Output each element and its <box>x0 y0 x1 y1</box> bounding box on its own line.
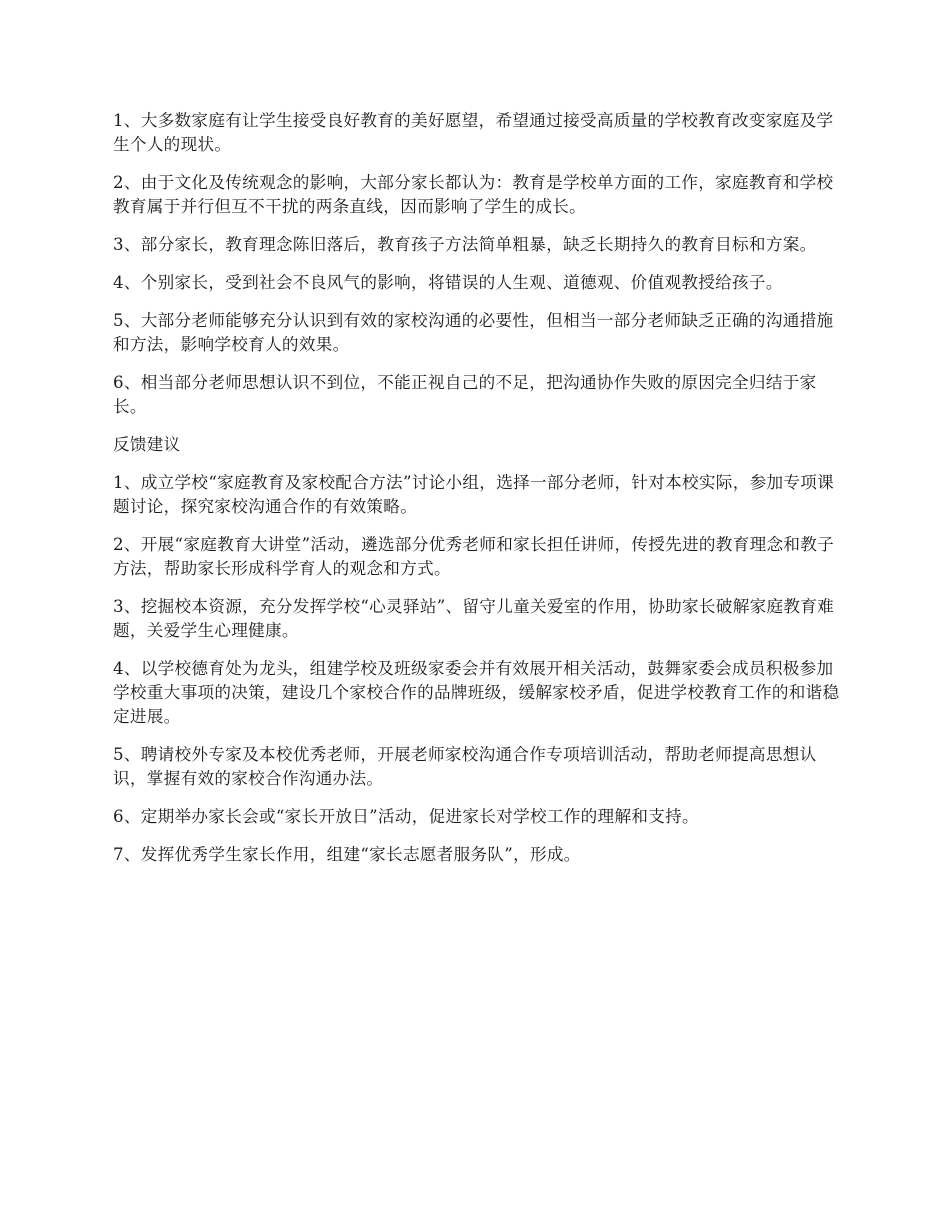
suggestion-paragraph-5: 5、聘请校外专家及本校优秀老师，开展老师家校沟通合作专项培训活动，帮助老师提高思想认识，掌握有效的家校合作沟通办法。 <box>113 745 817 788</box>
problem-paragraph-1: 1、大多数家庭有让学生接受良好教育的美好愿望，希望通过接受高质量的学校教育改变家庭及学生个人的现状。 <box>113 111 834 154</box>
problem-paragraph-6: 6、相当部分老师思想认识不到位，不能正视自己的不足，把沟通协作失败的原因完全归结于家长。 <box>113 373 817 416</box>
suggestion-paragraph-3: 3、挖掘校本资源，充分发挥学校“心灵驿站”、留守儿童关爱室的作用，协助家长破解家庭教育难题，关爱学生心理健康。 <box>113 597 835 640</box>
problem-paragraph-5: 5、大部分老师能够充分认识到有效的家校沟通的必要性，但相当一部分老师缺乏正确的沟通措施和方法，影响学校育人的效果。 <box>113 311 834 354</box>
suggestion-paragraph-2: 2、开展“家庭教育大讲堂”活动，遴选部分优秀老师和家长担任讲师，传授先进的教育理念和教子方法，帮助家长形成科学育人的观念和方式。 <box>113 535 835 578</box>
suggestion-paragraph-7: 7、发挥优秀学生家长作用，组建“家长志愿者服务队”，形成。 <box>113 845 581 864</box>
suggestion-paragraph-6: 6、定期举办家长会或“家长开放日”活动，促进家长对学校工作的理解和支持。 <box>113 807 699 826</box>
suggestion-paragraph-1: 1、成立学校“家庭教育及家校配合方法”讨论小组，选择一部分老师，针对本校实际，参加专项课题讨论，探究家校沟通合作的有效策略。 <box>113 473 835 516</box>
section-heading: 反馈建议 <box>113 435 181 454</box>
problem-paragraph-4: 4、个别家长，受到社会不良风气的影响，将错误的人生观、道德观、价值观教授给孩子。 <box>113 273 783 292</box>
problem-paragraph-2: 2、由于文化及传统观念的影响，大部分家长都认为：教育是学校单方面的工作，家庭教育和学校教育属于并行但互不干扰的两条直线，因而影响了学生的成长。 <box>113 173 834 216</box>
suggestion-paragraph-4: 4、以学校德育处为龙头，组建学校及班级家委会并有效展开相关活动，鼓舞家委会成员积极参加学校重大事项的决策，建设几个家校合作的品牌班级，缓解家校矛盾，促进学校教育工作的和谐稳定进展。 <box>113 659 840 726</box>
problem-paragraph-3: 3、部分家长，教育理念陈旧落后，教育孩子方法简单粗暴，缺乏长期持久的教育目标和方案。 <box>113 235 817 254</box>
